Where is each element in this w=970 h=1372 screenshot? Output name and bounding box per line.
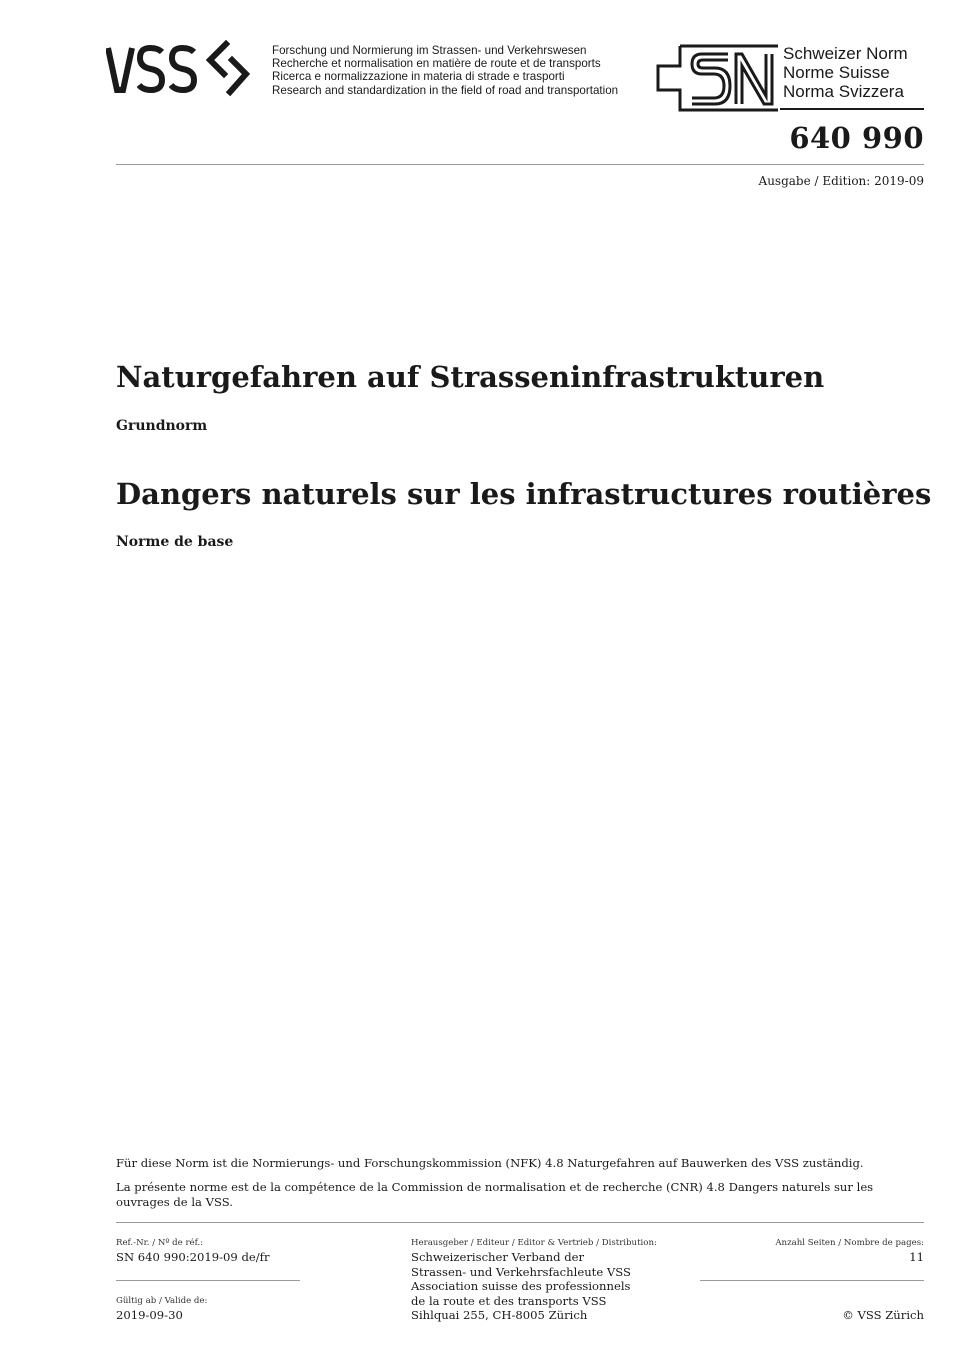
publisher-line: Association suisse des professionnels xyxy=(411,1279,631,1294)
ref-number-value: SN 640 990:2019-09 de/fr xyxy=(116,1250,270,1264)
ref-number-label: Ref.-Nr. / Nº de réf.: xyxy=(116,1238,204,1248)
publisher-address xyxy=(411,1250,631,1323)
valid-from-label: Gültig ab / Valide de: xyxy=(116,1296,208,1306)
responsibility-french: La présente norme est de la compétence de la Commission de normalisation et de recherche (CNR) 4.8 Dangers naturels sur les ouvrages de la VSS. xyxy=(116,1180,874,1209)
vss-tagline xyxy=(272,44,618,97)
tagline-line-fr: Recherche et normalisation en matière de route et de transports xyxy=(272,57,601,71)
ref-divider xyxy=(116,1280,300,1281)
footer-divider xyxy=(116,1222,924,1223)
norm-number: 640 990 xyxy=(789,121,924,155)
publisher-line: de la route et des transports VSS xyxy=(411,1293,607,1308)
edition-date: Ausgabe / Edition: 2019-09 xyxy=(758,174,924,188)
sn-line-fr: Norme Suisse xyxy=(783,63,890,82)
vss-logo xyxy=(106,40,266,100)
title-german: Naturgefahren auf Strasseninfrastrukturen xyxy=(116,360,825,394)
subtitle-french: Norme de base xyxy=(116,534,234,550)
sn-language-lines xyxy=(783,44,908,101)
subtitle-german: Grundnorm xyxy=(116,418,208,434)
sn-underline xyxy=(780,108,924,110)
publisher-line: Strassen- und Verkehrsfachleute VSS xyxy=(411,1264,631,1279)
page-count-value: 11 xyxy=(909,1250,924,1264)
tagline-line-it: Ricerca e normalizzazione in materia di strade e trasporti xyxy=(272,70,565,84)
publisher-line: Sihlquai 255, CH-8005 Zürich xyxy=(411,1308,588,1323)
responsibility-german: Für diese Norm ist die Normierungs- und Forschungskommission (NFK) 4.8 Naturgefahren auf Bauwerken des VSS zuständig. xyxy=(116,1156,864,1170)
page-count-divider xyxy=(700,1280,924,1281)
publisher-line: Schweizerischer Verband der xyxy=(411,1250,585,1264)
valid-from-value: 2019-09-30 xyxy=(116,1308,183,1322)
tagline-line-en: Research and standardization in the field of road and transportation xyxy=(272,83,619,97)
title-french: Dangers naturels sur les infrastructures routières xyxy=(116,477,932,511)
sn-line-it: Norma Svizzera xyxy=(783,82,904,101)
page-count-label: Anzahl Seiten / Nombre de pages: xyxy=(775,1238,924,1248)
header-divider xyxy=(116,164,924,165)
tagline-line-de: Forschung und Normierung im Strassen- und Verkehrswesen xyxy=(272,44,587,57)
sn-line-de: Schweizer Norm xyxy=(783,44,908,63)
copyright: © VSS Zürich xyxy=(842,1308,924,1322)
publisher-label: Herausgeber / Editeur / Editor & Vertrieb / Distribution: xyxy=(411,1238,657,1248)
sn-logo xyxy=(656,44,778,112)
